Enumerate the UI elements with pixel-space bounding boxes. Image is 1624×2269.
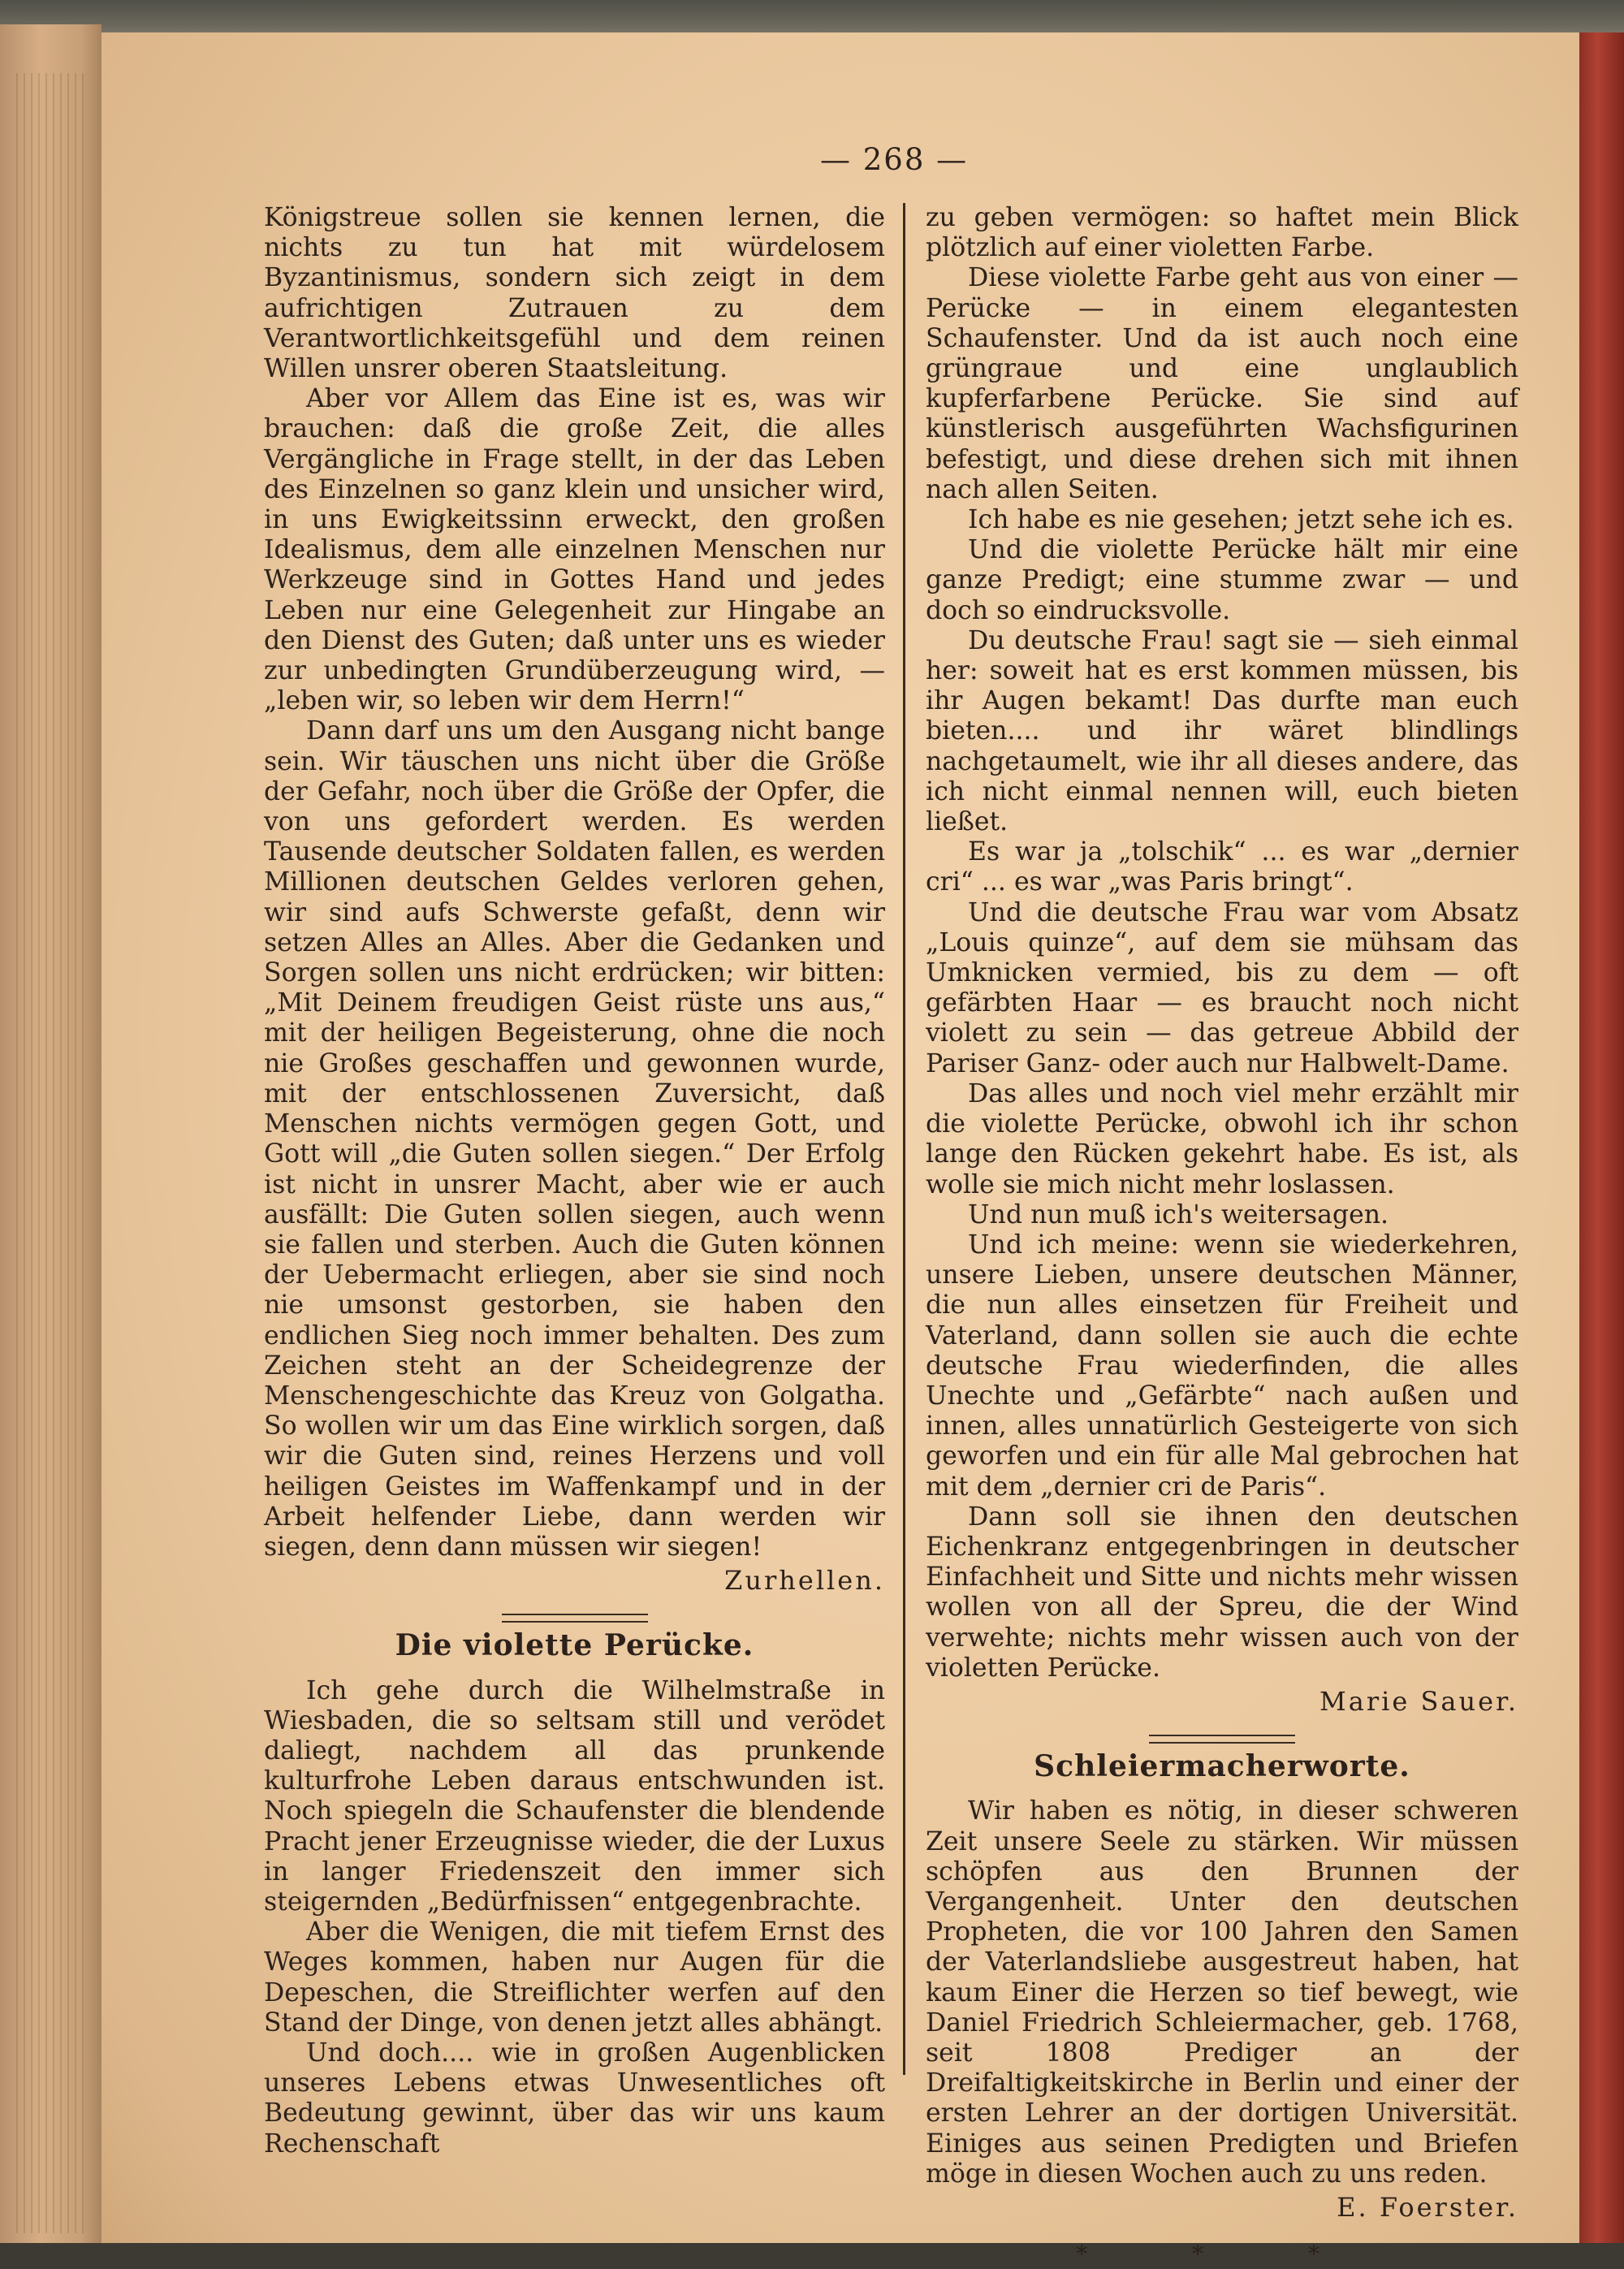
article-title: Schleiermacherworte. [1034, 1749, 1410, 1784]
page-number: — 268 — [820, 142, 969, 177]
paragraph: Diese violette Farbe geht aus von einer — Perücke — in einem elegantesten Schaufenster. Und da ist auch noch eine grüngraue und eine unglaublich kupferfarbene Perücke. Sie sind auf künstlerisch ausgeführten Wachsfigurinen befestigt, und diese drehen sich mit ihnen nach allen Seiten. [926, 263, 1518, 504]
book-cover-edge [1579, 32, 1624, 2243]
paragraph: Es war ja „tolschik“ ... es war „dernier cri“ ... es war „was Paris bringt“. [926, 837, 1518, 897]
article-signature: Marie Sauer. [1320, 1685, 1518, 1717]
article-signature: Zurhellen. [724, 1565, 885, 1597]
paragraph: Dann darf uns um den Ausgang nicht bange sein. Wir täuschen uns nicht über die Größe der Gefahr, noch über die Größe der Opfer, die von uns gefordert werden. Es werden Tausende deutscher Soldaten fallen, es werden Millionen deutschen Geldes verloren gehen, wir sind aufs Schwerste gefaßt, denn wir setzen Alles an Alles. Aber die Gedanken und Sorgen sollen uns nicht erdrücken; wir bitten: „Mit Deinem freudigen Geist rüste uns aus,“ mit der heiligen Begeisterung, ohne die noch nie Großes geschaffen und gewonnen wurde, mit der entschlossenen Zuversicht, daß Menschen nichts vermögen gegen Gott, und Gott will „die Guten sollen siegen.“ Der Erfolg ist nicht in unsrer Macht, aber wie er auch ausfällt: Die Guten sollen siegen, auch wenn sie fallen und sterben. Auch die Guten können der Uebermacht erliegen, aber sie sind noch nie umsonst gestorben, sie haben den endlichen Sieg noch immer behalten. Des zum Zeichen steht an der Scheidegrenze der Menschengeschichte das Kreuz von Golgatha. So wollen wir um das Eine wirklich sorgen, daß wir die Guten sind, reines Herzens und voll heiligen Geistes im Waffenkampf und in der Arbeit helfender Liebe, dann werden wir siegen, denn dann müssen wir siegen! [264, 716, 885, 1562]
paragraph: Das alles und noch viel mehr erzählt mir die violette Perücke, obwohl ich ihr schon lange den Rücken gekehrt habe. Es ist, als wolle sie mich nicht mehr loslassen. [926, 1078, 1518, 1199]
page-stack-lines [16, 73, 89, 2233]
left-column [264, 203, 885, 2159]
paragraph: Und doch.... wie in großen Augenblicken unseres Lebens etwas Unwesentliches oft Bedeutung gewinnt, über das wir uns kaum Rechenschaft [264, 2038, 885, 2159]
section-separator [1149, 1735, 1295, 1744]
paragraph: Königstreue sollen sie kennen lernen, die nichts zu tun hat mit würdelosem Byzantinismus, sondern sich zeigt in dem aufrichtigen Zutrauen zu dem Verantwortlichkeitsgefühl und dem reinen Willen unsrer oberen Staatsleitung. [264, 203, 885, 384]
right-column [926, 203, 1518, 2269]
article-title: Die violette Perücke. [395, 1628, 754, 1663]
paragraph: Und die violette Perücke hält mir eine ganze Predigt; eine stumme zwar — und doch so eindrucksvolle. [926, 535, 1518, 625]
paragraph: zu geben vermögen: so haftet mein Blick plötzlich auf einer violetten Farbe. [926, 203, 1518, 263]
paragraph: Ich gehe durch die Wilhelmstraße in Wiesbaden, die so seltsam still und verödet daliegt, nachdem all das prunkende kulturfrohe Leben daraus entschwunden ist. Noch spiegeln die Schaufenster die blendende Pracht jener Erzeugnisse wieder, die der Luxus in langer Friedenszeit den immer sich steigernden „Bedürfnissen“ entgegenbrachte. [264, 1675, 885, 1917]
paragraph: Wir haben es nötig, in dieser schweren Zeit unsere Seele zu stärken. Wir müssen schöpfen aus den Brunnen der Vergangenheit. Unter den deutschen Propheten, die vor 100 Jahren den Samen der Vaterlandsliebe ausgestreut haben, hat kaum Einer die Herzen so tief bewegt, wie Daniel Friedrich Schleiermacher, geb. 1768, seit 1808 Prediger an der Dreifaltigkeitskirche in Berlin und einer der ersten Lehrer an der dortigen Universität. Einiges aus seinen Predigten und Briefen möge in diesen Wochen auch zu uns reden. [926, 1796, 1518, 2189]
paragraph: Du deutsche Frau! sagt sie — sieh einmal her: soweit hat es erst kommen müssen, bis ihr Augen bekamt! Das durfte man euch bieten.... und ihr wäret blindlings nachgetaumelt, wie ihr all dieses andere, das ich nicht einmal nennen will, euch bieten ließet. [926, 625, 1518, 837]
paragraph: Und nun muß ich's weitersagen. [968, 1199, 1389, 1230]
section-separator [502, 1614, 648, 1623]
paragraph: Dann soll sie ihnen den deutschen Eichenkranz entgegenbringen in deutscher Einfachheit und Sitte und nichts mehr wissen wollen von all der Spreu, die der Wind verwehte; nichts mehr wissen auch von der violetten Perücke. [926, 1502, 1518, 1683]
section-end-stars: * * * [1076, 2241, 1368, 2268]
paragraph: Aber vor Allem das Eine ist es, was wir brauchen: daß die große Zeit, die alles Vergängliche in Frage stellt, in der das Leben des Einzelnen so ganz klein und unsicher wird, in uns Ewigkeitssinn erweckt, den großen Idealismus, dem alle einzelnen Menschen nur Werkzeuge sind in Gottes Hand und jedes Leben nur eine Gelegenheit zur Hingabe an den Dienst des Guten; daß unter uns es wieder zur unbedingten Grundüberzeugung wird, — „leben wir, so leben wir dem Herrn!“ [264, 384, 885, 716]
paragraph: Ich habe es nie gesehen; jetzt sehe ich es. [968, 505, 1514, 535]
article-signature: E. Foerster. [1337, 2192, 1518, 2223]
paragraph: Und ich meine: wenn sie wiederkehren, unsere Lieben, unsere deutschen Männer, die nun alles einsetzen für Freiheit und Vaterland, dann sollen sie auch die echte deutsche Frau wiederfinden, die alles Unechte und „Gefärbte“ nach außen und innen, alles unnatürlich Gesteigerte von sich geworfen und ein für alle Mal gebrochen hat mit dem „dernier cri de Paris“. [926, 1230, 1518, 1502]
column-divider [903, 203, 905, 2075]
paragraph: Aber die Wenigen, die mit tiefem Ernst des Weges kommen, haben nur Augen für die Depeschen, die Streiflichter werfen auf den Stand der Dinge, von denen jetzt alles abhängt. [264, 1917, 885, 2038]
paragraph: Und die deutsche Frau war vom Absatz „Louis quinze“, auf dem sie mühsam das Umknicken vermied, bis zu dem — oft gefärbten Haar — es braucht noch nicht violett zu sein — das getreue Abbild der Pariser Ganz- oder auch nur Halbwelt-Dame. [926, 897, 1518, 1078]
page-stack-edge [0, 24, 102, 2243]
